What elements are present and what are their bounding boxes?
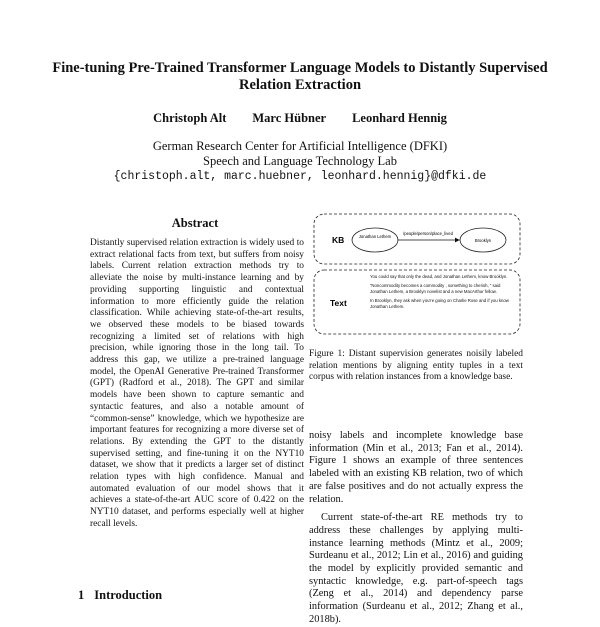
body-paragraph: noisy labels and incomplete knowledge base information (Min et al., 2013; Fan et al., 2014). Figure 1 shows an example of three sentences labeled with an existing KB relation, two of which are false positives and do not actually express the relation. <box>309 430 523 505</box>
author-list <box>40 111 560 126</box>
abstract-heading: Abstract <box>171 216 219 230</box>
sentence-list <box>370 274 516 332</box>
paper-title: Fine-tuning Pre-Trained Transformer Language Models to Distantly Supervised Relation Extraction <box>52 60 548 93</box>
section-number: 1 <box>78 588 85 602</box>
affiliation-lab: Speech and Language Technology Lab <box>203 154 397 168</box>
body-paragraph: Current state-of-the-art RE methods try to address these challenges by applying multi-instance learning methods (Mintz et al., 2009; Surdeanu et al., 2012; Lin et al., 2016) and guiding the model by explicitly provided semantic and syntactic knowledge, e.g. part-of-speech tags (Zeng et al., 2014) and dependency parse information (Surdeanu et al., 2012; Zhang et al., 2018b). <box>309 512 523 625</box>
author-name: Leonhard Hennig <box>352 111 447 125</box>
figure-1-diagram <box>312 212 522 336</box>
body-text-right-column <box>309 430 523 627</box>
relation-label: /people/person/place_lived <box>403 231 453 236</box>
figure-caption: Figure 1: Distant supervision generates noisily labeled relation mentions by aligning entity tuples in a text corpus with relation instances from a knowledge base. <box>309 349 523 383</box>
author-name: Christoph Alt <box>153 111 227 125</box>
head-entity-text: Jonathan Lethem <box>358 234 392 239</box>
kb-label: KB <box>332 235 345 245</box>
section-heading-introduction <box>78 588 162 603</box>
tail-entity-label: Brooklyn <box>474 238 492 243</box>
affiliation-block <box>40 139 560 184</box>
sentence-item: You could say that only the dead, and Jonathan Lethem, know Brooklyn. <box>370 274 508 279</box>
affiliation-institute: German Research Center for Artificial Intelligence (DFKI) <box>152 139 448 153</box>
sentence-item: “Noncommodity becomes a commodity , something to cherish, ” said Jonathan Lethem, a Brooklyn novelist and a new MacArthur fellow. <box>370 283 501 294</box>
head-entity-label <box>359 234 392 239</box>
author-name: Marc Hübner <box>252 111 327 125</box>
abstract-text: Distantly supervised relation extraction is widely used to extract relational facts from text, but suffers from noisy labels. Current relation extraction methods try to alleviate the noise by multi-instance learning and by providing supporting linguistic and contextual information to more efficiently guide the relation classification. While achieving state-of-the-art results, we observed these models to be biased towards recognizing a limited set of relations with high precision, while ignoring those in the long tail. To address this gap, we utilize a pre-trained language model, the OpenAI Generative Pre-trained Transformer (GPT) (Radford et al., 2018). The GPT and similar models have been shown to capture semantic and syntactic features, and also a notable amount of “common-sense” knowledge, which we hypothesize are important features for recognizing a more diverse set of relations. By extending the GPT to the distantly supervised setting, and fine-tuning it on the NYT10 dataset, we show that it predicts a larger set of distinct relation types with high confidence. Manual and automated evaluation of our model shows that it achieves a state-of-the-art AUC score of 0.422 on the NYT10 dataset, and performs especially well at higher recall levels. <box>90 238 304 529</box>
sentence-item: In Brooklyn, they ask when you're going on Charlie Rose and if you know Jonathan Lethem. <box>370 298 509 309</box>
author-emails: {christoph.alt, marc.huebner, leonhard.hennig}@dfki.de <box>113 170 487 183</box>
section-title: Introduction <box>94 588 163 602</box>
head-entity-node <box>352 228 398 252</box>
text-label: Text <box>330 298 347 308</box>
